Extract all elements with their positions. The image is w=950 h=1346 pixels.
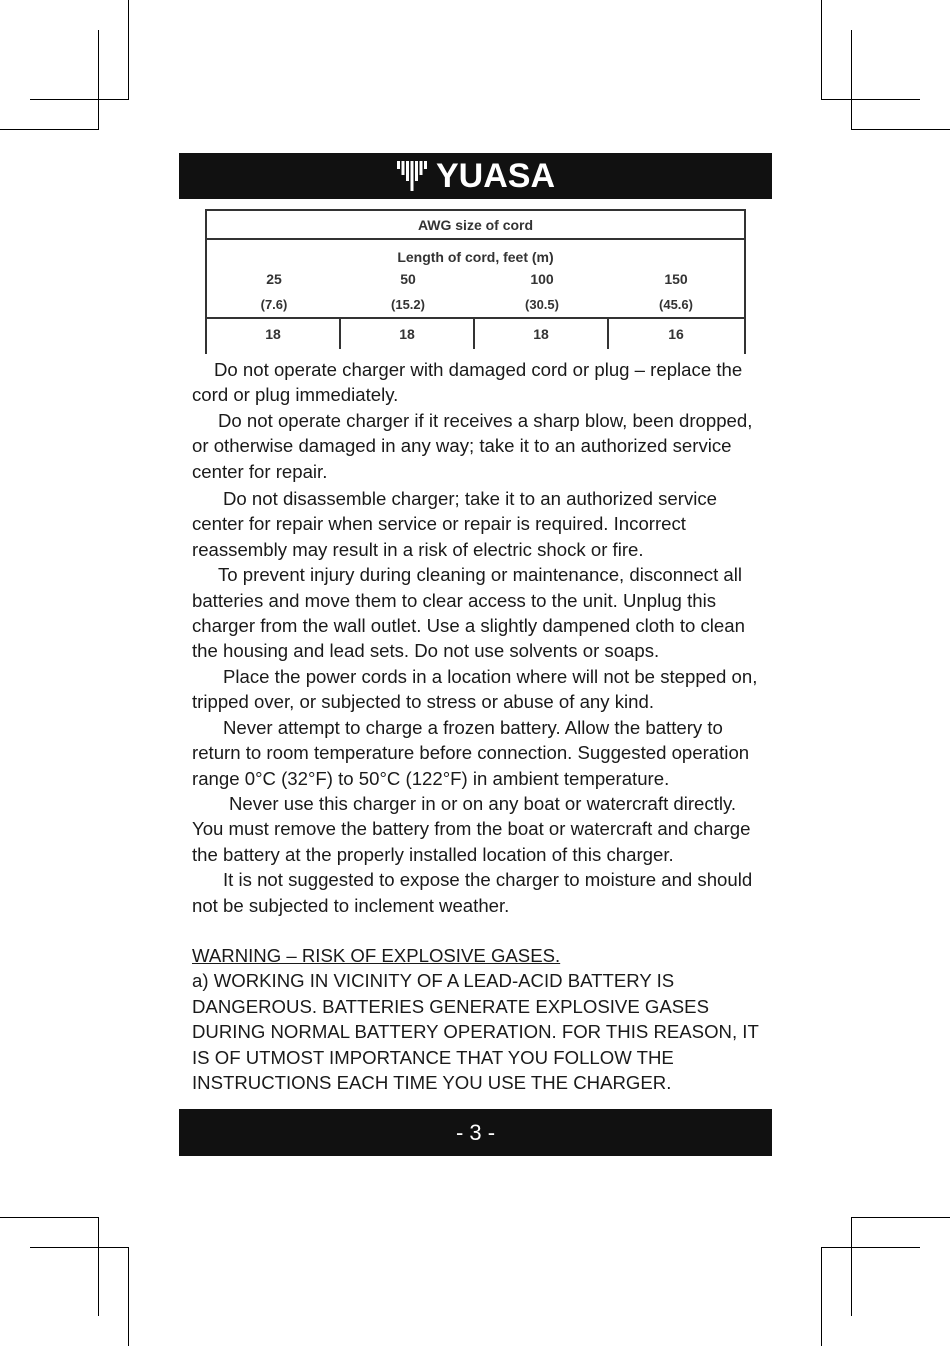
crop-mark [821, 1247, 822, 1346]
table-row-awg [207, 317, 744, 349]
paragraph: Do not operate charger with damaged cord or plug – replace the cord or plug immediately. [192, 359, 743, 406]
crop-mark [821, 99, 920, 100]
crop-mark [0, 129, 99, 130]
paragraph: Never attempt to charge a frozen battery. Allow the battery to return to room temperature before connection. Suggested operation range 0°C (32°F) to 50°C (122°F) in ambient temperature. [192, 716, 750, 789]
header-bar [179, 153, 772, 199]
table-cell: 18 [207, 319, 341, 349]
footer-bar [179, 1109, 772, 1156]
crop-mark [30, 99, 129, 100]
table-cell: 150 [664, 271, 688, 287]
table-cell: (15.2) [391, 297, 425, 312]
table-cell: 50 [400, 271, 416, 287]
paragraph: To prevent injury during cleaning or maintenance, disconnect all batteries and move them to clear access to the unit. Unplug this charger from the wall outlet. Use a slightly dampened cloth to clean the housing and lead sets. Do not use solvents or soaps. [192, 564, 745, 662]
crop-mark [821, 0, 822, 99]
table-cell: (30.5) [525, 297, 559, 312]
crop-mark [30, 1247, 129, 1248]
crop-mark [128, 0, 129, 99]
crop-mark [128, 1247, 129, 1346]
brand-name: YUASA [435, 157, 556, 195]
crop-mark [0, 1217, 99, 1218]
paragraph: Do not disassemble charger; take it to an authorized service center for repair when service or repair is required. Incorrect reassembly may result in a risk of electric shock or fire. [192, 488, 718, 560]
crop-mark [851, 129, 950, 130]
crop-mark [821, 1247, 920, 1248]
table-cell: 100 [530, 271, 554, 287]
crop-mark [851, 30, 852, 129]
awg-cord-table [205, 209, 746, 354]
warning-text: a) WORKING IN VICINITY OF A LEAD-ACID BATTERY IS DANGEROUS. BATTERIES GENERATE EXPLOSIVE GASES DURING NORMAL BATTERY OPERATION. FOR THIS REASON, IT IS OF UTMOST IMPORTANCE THAT YOU FOLLOW THE INSTRUCTIONS EACH TIME YOU USE THE CHARGER. [192, 970, 759, 1093]
yuasa-logo [396, 159, 555, 193]
table-row-feet [207, 271, 744, 293]
paragraph: It is not suggested to expose the charger to moisture and should not be subjected to inclement weather. [192, 869, 753, 916]
table-cell: 18 [341, 319, 475, 349]
table-title: AWG size of cord [207, 211, 744, 240]
table-cell: 16 [668, 326, 684, 342]
crop-mark [851, 1217, 852, 1316]
safety-instructions [192, 357, 764, 1095]
table-cell: 25 [266, 271, 282, 287]
paragraph: Never use this charger in or on any boat or watercraft directly. You must remove the battery from the boat or watercraft and charge the battery at the properly installed location of this charger. [192, 792, 751, 865]
paragraph: Place the power cords in a location where will not be stepped on, tripped over, or subjected to stress or abuse of any kind. [192, 665, 758, 713]
table-subtitle: Length of cord, feet (m) [397, 249, 554, 265]
table-cell: 18 [475, 319, 609, 349]
crop-mark [98, 1217, 99, 1316]
table-cell: (45.6) [659, 297, 693, 312]
yuasa-logo-icon [396, 159, 430, 193]
page-number: - 3 - [455, 1119, 496, 1145]
crop-mark [851, 1217, 950, 1218]
warning-heading: WARNING – RISK OF EXPLOSIVE GASES. [192, 944, 561, 966]
table-cell: (7.6) [260, 297, 288, 312]
crop-mark [98, 30, 99, 129]
table-row-meters [207, 297, 744, 317]
paragraph: Do not operate charger if it receives a sharp blow, been dropped, or otherwise damaged in any way; take it to an authorized service center for repair. [192, 409, 753, 482]
